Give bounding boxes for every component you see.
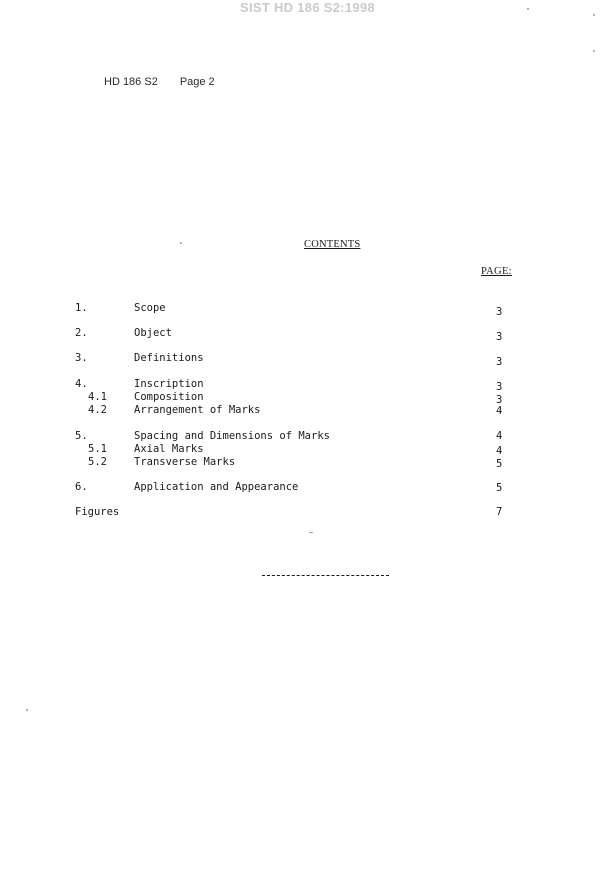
page-column-heading: PAGE: (481, 266, 512, 277)
toc-title: Inscription (134, 378, 204, 390)
scan-speck (593, 50, 595, 52)
toc-title: Figures (75, 506, 120, 518)
toc-number: 5.1 (88, 443, 107, 455)
toc-page: 4 (496, 445, 503, 457)
toc-title: Spacing and Dimensions of Marks (134, 430, 330, 442)
toc-entry-spacing-and-dimensions (0, 430, 615, 444)
toc-page: 7 (496, 506, 503, 518)
scan-speck (593, 14, 595, 16)
toc-number: 4.1 (88, 391, 107, 403)
toc-number: 2. (75, 327, 88, 339)
toc-page: 3 (496, 356, 503, 368)
toc-entry-composition (0, 391, 615, 405)
scan-speck (26, 709, 28, 711)
toc-entry-object (0, 327, 615, 341)
toc-entry-inscription (0, 378, 615, 392)
toc-page: 5 (496, 458, 503, 470)
watermark: SIST HD 186 S2:1998 (239, 0, 376, 15)
toc-entry-arrangement-of-marks (0, 404, 615, 418)
toc-title: Transverse Marks (134, 456, 236, 468)
toc-title: Composition (134, 391, 204, 403)
toc-number: 5.2 (88, 456, 107, 468)
toc-page: 3 (496, 394, 503, 406)
toc-title: Axial Marks (134, 443, 204, 455)
running-header (104, 76, 215, 88)
toc-page: 4 (496, 405, 503, 417)
toc-page: 3 (496, 381, 503, 393)
page-label: Page 2 (179, 76, 215, 88)
toc-entry-figures (0, 506, 615, 520)
document-id: HD 186 S2 (104, 76, 158, 88)
scan-speck (309, 532, 313, 533)
scan-speck (527, 8, 529, 10)
toc-page: 4 (496, 430, 503, 442)
scan-speck (180, 242, 182, 244)
toc-entry-transverse-marks (0, 456, 615, 470)
toc-number: 4. (75, 378, 88, 390)
toc-page: 3 (496, 331, 503, 343)
toc-title: Object (134, 327, 172, 339)
toc-title: Arrangement of Marks (134, 404, 261, 416)
contents-title: CONTENTS (304, 239, 361, 250)
toc-page: 3 (496, 306, 503, 318)
toc-entry-scope (0, 302, 615, 316)
toc-entry-application-and-appearance (0, 481, 615, 495)
end-of-contents-rule (262, 575, 389, 576)
toc-page: 5 (496, 482, 503, 494)
toc-title: Definitions (134, 352, 204, 364)
toc-title: Scope (134, 302, 166, 314)
toc-number: 4.2 (88, 404, 107, 416)
toc-number: 6. (75, 481, 88, 493)
toc-entry-axial-marks (0, 443, 615, 457)
toc-entry-definitions (0, 352, 615, 366)
toc-number: 3. (75, 352, 88, 364)
toc-title: Application and Appearance (134, 481, 299, 493)
toc-number: 1. (75, 302, 88, 314)
toc-number: 5. (75, 430, 88, 442)
